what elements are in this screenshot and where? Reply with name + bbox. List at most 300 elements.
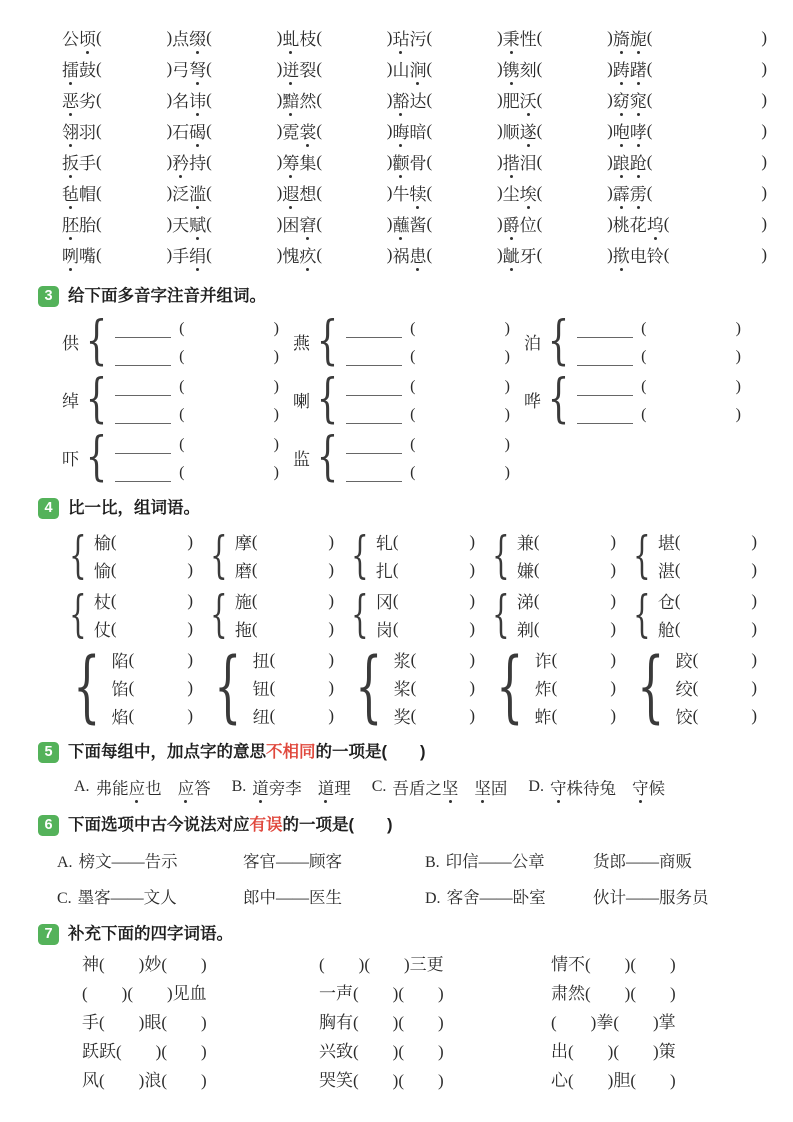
option-item xyxy=(528,775,665,799)
polyphone-group xyxy=(524,311,755,371)
brace-glyph: { xyxy=(210,585,228,643)
dotted-char: 跄 xyxy=(630,149,647,174)
compare-entry: 杖 ( ) xyxy=(94,590,203,611)
answer-space xyxy=(652,130,761,131)
section-7 xyxy=(38,924,767,1089)
compare-entry: 蚱 ( ) xyxy=(535,705,626,726)
answer-space xyxy=(539,628,610,629)
answer-space xyxy=(212,192,277,193)
brace-glyph: { xyxy=(351,585,369,643)
compare-char: 磨 xyxy=(234,562,252,581)
answer-space xyxy=(102,37,167,38)
option-pair: B. 印信——公章 xyxy=(425,852,545,871)
compare-group xyxy=(203,526,344,584)
compare-char: 仗 xyxy=(93,621,111,640)
word-item: 恶劣 ( ) xyxy=(62,87,172,112)
answer-space xyxy=(102,99,167,100)
answer-blank xyxy=(115,413,171,424)
dotted-char: 虬 xyxy=(282,25,299,50)
option-item xyxy=(232,775,351,799)
word-text: 矜持 xyxy=(172,149,206,174)
answer-entry: ( ) xyxy=(346,433,524,454)
compare-char: 陷 xyxy=(111,652,129,671)
answer-space xyxy=(539,541,610,542)
answer-space xyxy=(542,37,607,38)
dotted-char: 霹 xyxy=(613,180,630,205)
word-item: 胚胎 ( ) xyxy=(62,211,172,236)
compare-entry: 磨 ( ) xyxy=(235,559,344,580)
brace-glyph: { xyxy=(214,642,242,732)
compare-char: 诈 xyxy=(534,652,552,671)
answer-space xyxy=(212,254,277,255)
dotted-char: 揩 xyxy=(503,149,520,174)
brace-glyph: { xyxy=(210,526,228,584)
brace-glyph: { xyxy=(69,526,87,584)
option-label: C. xyxy=(57,890,72,907)
dotted-char: 咧 xyxy=(62,242,79,267)
polyphone-char: 泊 xyxy=(524,334,541,353)
answer-space xyxy=(322,254,387,255)
section-title: 补充下面的四字词语。 xyxy=(68,925,233,943)
dotted-char: 矜 xyxy=(172,149,189,174)
dotted-char: 赋 xyxy=(189,211,206,236)
answer-space xyxy=(652,161,761,162)
compare-char: 焰 xyxy=(111,708,129,727)
compare-entry: 炸 ( ) xyxy=(535,677,626,698)
brace-glyph: { xyxy=(547,311,570,371)
answer-space xyxy=(116,569,187,570)
compare-groups xyxy=(62,526,767,732)
word-text: 恶劣 xyxy=(62,87,96,112)
compare-char: 剃 xyxy=(516,621,534,640)
dotted-char: 守 xyxy=(550,775,567,799)
polyphone-group xyxy=(62,427,293,487)
idiom-item: 风( )浪( ) xyxy=(82,1071,207,1090)
compare-char: 冈 xyxy=(375,593,393,612)
word-text xyxy=(613,149,647,174)
compare-entry: 饺 ( ) xyxy=(676,705,767,726)
answer-space xyxy=(542,99,607,100)
compare-group xyxy=(485,585,626,643)
dotted-char: 豁 xyxy=(392,87,409,112)
option-label: A. xyxy=(57,854,73,871)
word-item: 筹集 ( ) xyxy=(282,149,392,174)
dotted-char: 迸 xyxy=(282,56,299,81)
answer-entry: ( ) xyxy=(115,461,293,482)
word-item: 弓弩 ( ) xyxy=(172,56,282,81)
word-text: 豁达 xyxy=(392,87,426,112)
compare-char: 施 xyxy=(234,593,252,612)
dotted-char: 蘸 xyxy=(392,211,409,236)
word-row xyxy=(62,208,767,239)
answer-space xyxy=(134,659,187,660)
answer-space xyxy=(102,130,167,131)
word-text: 石碣 xyxy=(172,118,206,143)
dotted-char: 应 xyxy=(129,775,146,799)
polyphone-group xyxy=(524,369,755,429)
word-text: 名讳 xyxy=(172,87,206,112)
answer-entry: ( ) xyxy=(346,375,524,396)
answer-space xyxy=(652,99,761,100)
polyphone-char: 喇 xyxy=(293,392,310,411)
section-title: 给下面多音字注音并组词。 xyxy=(68,287,266,305)
word-text: 祸患 xyxy=(392,242,426,267)
compare-group xyxy=(62,526,203,584)
compare-row xyxy=(62,526,767,584)
word-text: 肥沃 xyxy=(503,87,537,112)
brace-glyph: { xyxy=(73,642,101,732)
word-item: 遐想 ( ) xyxy=(282,180,392,205)
option-item xyxy=(372,775,508,799)
compare-char: 愉 xyxy=(93,562,111,581)
answer-entry: ( ) xyxy=(577,403,755,424)
option-pair: D. 客舍——卧室 xyxy=(425,888,546,907)
section-4-header xyxy=(38,498,767,519)
answer-space xyxy=(102,254,167,255)
option-item xyxy=(74,775,211,799)
dotted-char: 碣 xyxy=(189,118,206,143)
word-item: 踉跄 ( ) xyxy=(613,149,767,174)
answer-space xyxy=(432,130,497,131)
dotted-char: 讳 xyxy=(189,87,206,112)
word-item: 晦暗 ( ) xyxy=(392,118,502,143)
brace-glyph: { xyxy=(633,585,651,643)
dotted-char: 旎 xyxy=(630,25,647,50)
option-word: 道旁李 xyxy=(252,775,302,799)
answer-blank xyxy=(115,355,171,366)
answer-blank xyxy=(577,355,633,366)
answer-space xyxy=(398,600,469,601)
answer-space xyxy=(322,192,387,193)
word-item: 祸患 ( ) xyxy=(392,242,502,267)
word-text: 山涧 xyxy=(392,56,426,81)
option-pair: A. 榜文——告示 xyxy=(57,852,178,871)
dotted-char: 顷 xyxy=(79,25,96,50)
answer-space xyxy=(698,659,751,660)
brace-glyph: { xyxy=(85,369,108,429)
answer-space xyxy=(539,569,610,570)
section-3 xyxy=(38,286,767,487)
compare-group xyxy=(203,585,344,643)
answer-space xyxy=(557,659,610,660)
word-item: 玷污 ( ) xyxy=(392,25,502,50)
compare-entry: 仗 ( ) xyxy=(94,618,203,639)
word-row xyxy=(62,53,767,84)
word-item: 镌刻 ( ) xyxy=(503,56,613,81)
word-item: 公顷 ( ) xyxy=(62,25,172,50)
answer-space xyxy=(557,715,610,716)
word-row xyxy=(62,146,767,177)
answer-space xyxy=(652,37,761,38)
answer-space xyxy=(116,628,187,629)
answer-entry: ( ) xyxy=(346,317,524,338)
answer-entry: ( ) xyxy=(577,375,755,396)
dotted-char: 筹 xyxy=(282,149,299,174)
word-text: 龇牙 xyxy=(503,242,537,267)
word-text: 公顷 xyxy=(62,25,96,50)
option-word: 应答 xyxy=(178,775,211,799)
dotted-char: 黯 xyxy=(282,87,299,112)
polyphone-row xyxy=(62,311,767,371)
word-exercise-grid xyxy=(62,22,767,270)
answer-entry: ( ) xyxy=(346,461,524,482)
brace-glyph: { xyxy=(492,526,510,584)
dotted-char: 揿 xyxy=(613,242,630,267)
option-word: 坚固 xyxy=(474,775,507,799)
dotted-char: 踌 xyxy=(613,56,630,81)
section-5-header xyxy=(38,742,767,763)
compare-entry: 绞 ( ) xyxy=(676,677,767,698)
compare-entry: 诈 ( ) xyxy=(535,649,626,670)
word-text: 翎羽 xyxy=(62,118,96,143)
compare-entry: 陷 ( ) xyxy=(112,649,203,670)
word-text: 手绢 xyxy=(172,242,206,267)
word-text: 遐想 xyxy=(282,180,316,205)
word-text: 筹集 xyxy=(282,149,316,174)
idiom-item: 情不( )( ) xyxy=(551,955,676,974)
compare-entry: 跤 ( ) xyxy=(676,649,767,670)
dotted-char: 胚 xyxy=(62,211,79,236)
compare-char: 舱 xyxy=(657,621,675,640)
answer-space xyxy=(322,99,387,100)
section-number-badge: 7 xyxy=(38,924,59,945)
word-text: 擂鼓 xyxy=(62,56,96,81)
dotted-char: 道 xyxy=(318,775,335,799)
answer-space xyxy=(257,569,328,570)
word-text: 揩泪 xyxy=(503,149,537,174)
compare-entry: 焰 ( ) xyxy=(112,705,203,726)
dotted-char: 遂 xyxy=(520,118,537,143)
brace-glyph: { xyxy=(547,369,570,429)
compare-char: 扎 xyxy=(375,562,393,581)
compare-entry: 榆 ( ) xyxy=(94,531,203,552)
brace-glyph: { xyxy=(355,642,383,732)
answer-space xyxy=(680,569,751,570)
word-item: 窈窕 ( ) xyxy=(613,87,767,112)
section-number-badge: 4 xyxy=(38,498,59,519)
answer-space xyxy=(102,223,167,224)
answer-space xyxy=(257,628,328,629)
option-pair: 客官——顾客 xyxy=(243,852,342,871)
compare-group xyxy=(485,526,626,584)
answer-blank xyxy=(577,413,633,424)
brace-glyph: { xyxy=(316,369,339,429)
word-item: 肥沃 ( ) xyxy=(503,87,613,112)
compare-entry: 兼 ( ) xyxy=(517,531,626,552)
compare-char: 堪 xyxy=(657,534,675,553)
word-text: 迸裂 xyxy=(282,56,316,81)
section-6-header xyxy=(38,815,767,836)
compare-char: 涕 xyxy=(516,593,534,612)
word-text xyxy=(613,56,647,81)
word-item: 咆哮 ( ) xyxy=(613,118,767,143)
word-item: 矜持 ( ) xyxy=(172,149,282,174)
word-item: 咧嘴 ( ) xyxy=(62,242,172,267)
compare-char: 炸 xyxy=(534,680,552,699)
word-text: 愧疚 xyxy=(282,242,316,267)
compare-char: 浆 xyxy=(393,652,411,671)
answer-space xyxy=(432,37,497,38)
compare-entry: 纽 ( ) xyxy=(253,705,344,726)
answer-space xyxy=(542,68,607,69)
answer-space xyxy=(539,600,610,601)
answer-blank xyxy=(346,327,402,338)
compare-char: 桨 xyxy=(393,680,411,699)
answer-space xyxy=(212,68,277,69)
word-item: 霓裳 ( ) xyxy=(282,118,392,143)
compare-group xyxy=(626,585,767,643)
word-item: 踌躇 ( ) xyxy=(613,56,767,81)
answer-blank xyxy=(577,385,633,396)
answer-space xyxy=(698,687,751,688)
answer-entry: ( ) xyxy=(346,345,524,366)
section-6 xyxy=(38,815,767,908)
dotted-char: 患 xyxy=(409,242,426,267)
compare-group xyxy=(344,585,485,643)
brace-glyph: { xyxy=(69,585,87,643)
section-4 xyxy=(38,498,767,732)
answer-blank xyxy=(115,443,171,454)
word-item: 黯然 ( ) xyxy=(282,87,392,112)
section-5-options xyxy=(74,775,767,799)
dotted-char: 裳 xyxy=(299,118,316,143)
compare-char: 绞 xyxy=(675,680,693,699)
answer-space xyxy=(134,687,187,688)
option-label: C. xyxy=(371,778,387,795)
dotted-char: 坞 xyxy=(647,211,664,236)
word-text: 桃花坞 xyxy=(613,211,664,236)
word-item: 牛犊 ( ) xyxy=(392,180,502,205)
option-pair: 郎中——医生 xyxy=(243,888,342,907)
section-number-badge: 5 xyxy=(38,742,59,763)
word-item: 翎羽 ( ) xyxy=(62,118,172,143)
answer-space xyxy=(542,161,607,162)
word-row xyxy=(62,115,767,146)
section-6-options xyxy=(57,848,767,908)
answer-space xyxy=(134,715,187,716)
dotted-char: 咆 xyxy=(613,118,630,143)
compare-char: 钮 xyxy=(252,680,270,699)
answer-blank xyxy=(346,385,402,396)
option-label: D. xyxy=(528,778,544,795)
answer-space xyxy=(432,68,497,69)
word-text: 秉性 xyxy=(503,25,537,50)
word-item: 秉性 ( ) xyxy=(503,25,613,50)
polyphone-char: 吓 xyxy=(62,450,79,469)
compare-row xyxy=(62,585,767,643)
answer-space xyxy=(398,541,469,542)
polyphone-char: 供 xyxy=(62,334,79,353)
compare-entry: 轧 ( ) xyxy=(376,531,485,552)
word-item: 虬枝 ( ) xyxy=(282,25,392,50)
dotted-char: 窕 xyxy=(630,87,647,112)
idiom-item: ( )( )三更 xyxy=(319,955,444,974)
answer-space xyxy=(669,254,761,255)
answer-blank xyxy=(346,355,402,366)
dotted-char: 擂 xyxy=(62,56,79,81)
word-text xyxy=(613,87,647,112)
word-item: 颧骨 ( ) xyxy=(392,149,502,174)
answer-space xyxy=(398,628,469,629)
brace-glyph: { xyxy=(85,427,108,487)
word-item: 擂鼓 ( ) xyxy=(62,56,172,81)
idiom-item: 心( )胆( ) xyxy=(551,1071,676,1090)
compare-char: 摩 xyxy=(234,534,252,553)
word-item: 桃花坞 ( ) xyxy=(613,211,767,236)
idiom-item: 哭笑( )( ) xyxy=(319,1071,444,1090)
answer-space xyxy=(432,192,497,193)
word-text: 爵位 xyxy=(503,211,537,236)
word-item: 名讳 ( ) xyxy=(172,87,282,112)
compare-char: 奖 xyxy=(393,708,411,727)
word-text: 困窘 xyxy=(282,211,316,236)
brace-glyph: { xyxy=(316,427,339,487)
word-text xyxy=(613,180,647,205)
answer-space xyxy=(652,68,761,69)
compare-group xyxy=(626,642,767,732)
dotted-char: 涧 xyxy=(409,56,426,81)
compare-char: 蚱 xyxy=(534,708,552,727)
compare-char: 榆 xyxy=(93,534,111,553)
word-item: 天赋 ( ) xyxy=(172,211,282,236)
answer-space xyxy=(257,600,328,601)
answer-space xyxy=(432,99,497,100)
brace-glyph: { xyxy=(85,311,108,371)
brace-glyph: { xyxy=(351,526,369,584)
compare-char: 扭 xyxy=(252,652,270,671)
word-item: 揩泪 ( ) xyxy=(503,149,613,174)
answer-blank xyxy=(115,327,171,338)
compare-group xyxy=(344,526,485,584)
polyphone-group xyxy=(62,369,293,429)
compare-entry: 奖 ( ) xyxy=(394,705,485,726)
answer-space xyxy=(212,130,277,131)
dotted-char: 躇 xyxy=(630,56,647,81)
word-item: 豁达 ( ) xyxy=(392,87,502,112)
answer-space xyxy=(116,541,187,542)
dotted-char: 窈 xyxy=(613,87,630,112)
answer-blank xyxy=(115,385,171,396)
idiom-item: 兴致( )( ) xyxy=(319,1042,444,1061)
dotted-char: 龇 xyxy=(503,242,520,267)
word-text xyxy=(613,25,647,50)
compare-entry: 堪 ( ) xyxy=(658,531,767,552)
word-text: 胚胎 xyxy=(62,211,96,236)
word-text: 虬枝 xyxy=(282,25,316,50)
answer-space xyxy=(212,161,277,162)
option-word: 守候 xyxy=(632,775,665,799)
compare-entry: 施 ( ) xyxy=(235,590,344,611)
answer-space xyxy=(322,68,387,69)
section-title: 下面选项中古今说法对应有误的一项是( ) xyxy=(68,816,393,834)
word-item: 揿电铃 ( ) xyxy=(613,242,767,267)
polyphone-group xyxy=(293,427,524,487)
answer-space xyxy=(102,68,167,69)
compare-char: 嫌 xyxy=(516,562,534,581)
answer-space xyxy=(680,600,751,601)
answer-space xyxy=(102,192,167,193)
answer-space xyxy=(416,687,469,688)
polyphone-char: 哗 xyxy=(524,392,541,411)
compare-entry: 钮 ( ) xyxy=(253,677,344,698)
polyphone-row xyxy=(62,369,767,429)
word-item: 山涧 ( ) xyxy=(392,56,502,81)
compare-group xyxy=(485,642,626,732)
compare-char: 岗 xyxy=(375,621,393,640)
option-word: 吾盾之坚 xyxy=(392,775,458,799)
word-text: 牛犊 xyxy=(392,180,426,205)
answer-space xyxy=(557,687,610,688)
